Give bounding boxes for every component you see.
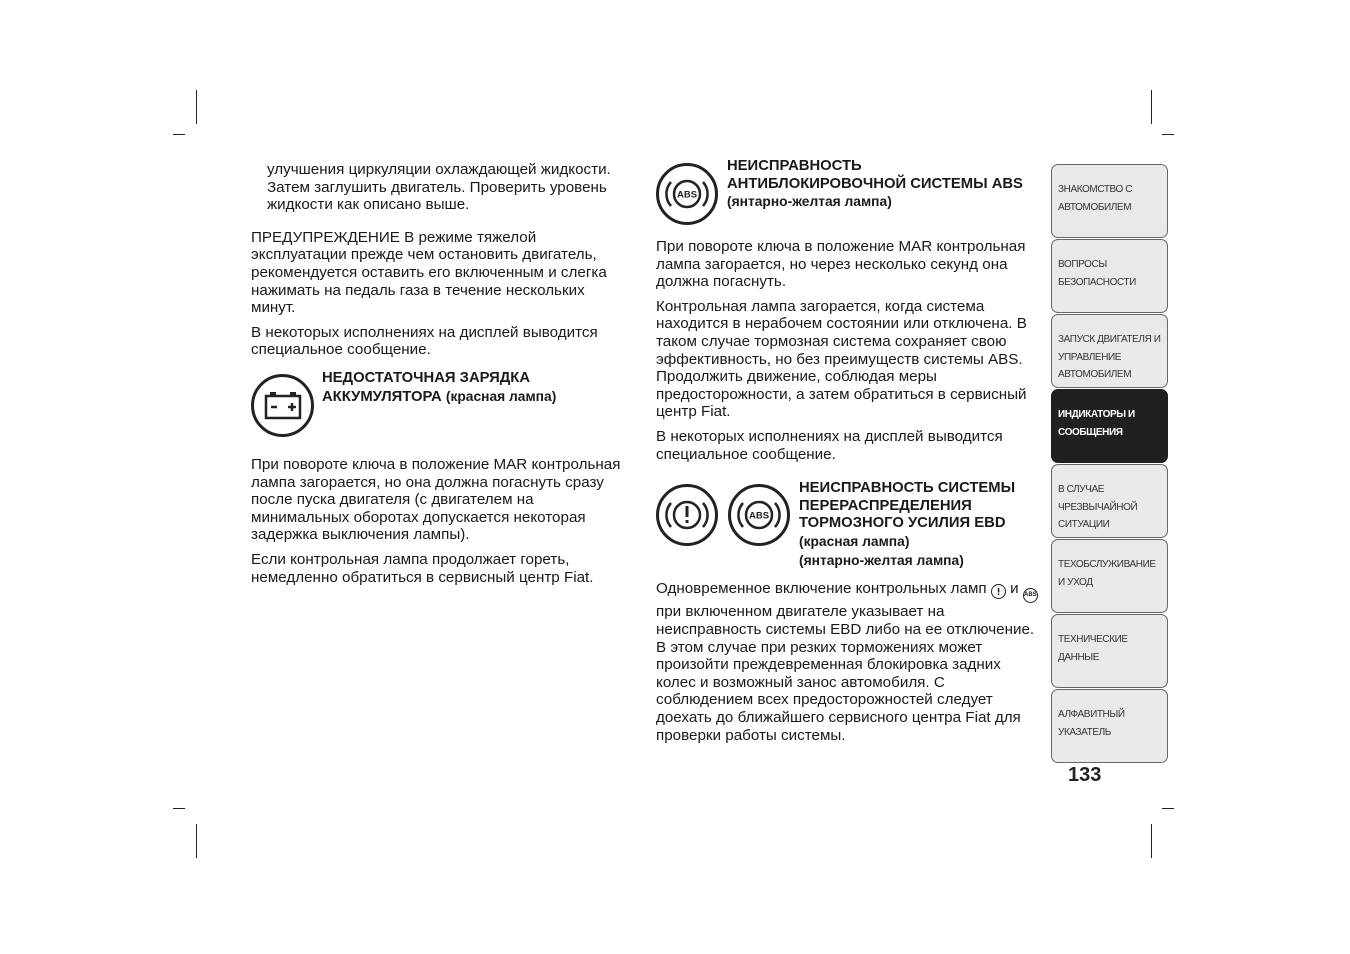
ebd-paragraph-and: и [1010, 580, 1019, 598]
crop-mark [173, 808, 185, 809]
left-column [251, 161, 631, 593]
chapter-tab[interactable] [1051, 539, 1168, 613]
battery-section [251, 369, 631, 437]
chapter-tab[interactable] [1051, 389, 1168, 463]
warning-paragraph: ПРЕДУПРЕЖДЕНИЕ В режиме тяжелой эксплуатации прежде чем остановить двигатель, рекомендуется оставить его включенным и слегка нажимать на педаль газа в течение нескольких минут. [251, 228, 607, 317]
abs-paragraph-1: При повороте ключа в положение MAR контрольная лампа загорается, но через несколько секунд она должна погаснуть. [656, 238, 1026, 291]
abs-paragraph-3: В некоторых исполнениях на дисплей выводится специальное сообщение. [656, 427, 1003, 463]
chapter-tab[interactable] [1051, 239, 1168, 313]
chapter-tab[interactable] [1051, 689, 1168, 763]
abs-inline-icon: ABS [1023, 588, 1038, 603]
ebd-subtitle-red: (красная лампа) [799, 533, 910, 549]
chapter-tab-label: АЛФАВИТНЫЙ УКАЗАТЕЛЬ [1058, 709, 1125, 738]
ebd-paragraph-rest: при включенном двигателе указывает на неисправность системы EBD либо на ее отключение. В этом случае при резких торможениях может произойти преждевременная блокировка задних колес и возможный занос автомобиля. С соблюдением всех предосторожностей следует доехать до ближайшего сервисного центра Fiat для проверки работы системы. [656, 603, 1035, 744]
abs-paragraph-2: Контрольная лампа загорается, когда система находится в нерабочем состоянии или отключена. В таком случае тормозная система сохраняет свою эффективность, но без преимуществ системы ABS. Продолжить движение, соблюдая меры предосторожности, а затем обратиться в сервисный центр Fiat. [656, 297, 1027, 421]
battery-paragraph-2: Если контрольная лампа продолжает гореть, немедленно обратиться в сервисный центр Fiat. [251, 550, 594, 586]
battery-subtitle: (красная лампа) [445, 388, 557, 404]
ebd-title-text: НЕИСПРАВНОСТЬ СИСТЕМЫ ПЕРЕРАСПРЕДЕЛЕНИЯ ТОРМОЗНОГО УСИЛИЯ EBD [799, 480, 1016, 532]
chapter-tab[interactable] [1051, 614, 1168, 688]
brake-warning-icon [656, 484, 718, 546]
intro-paragraph: улучшения циркуляции охлаждающей жидкости. Затем заглушить двигатель. Проверить уровень жидкости как описано выше. [267, 161, 611, 214]
display-message-paragraph: В некоторых исполнениях на дисплей выводится специальное сообщение. [251, 323, 598, 359]
chapter-tab-label: В СЛУЧАЕ ЧРЕЗВЫЧАЙНОЙ СИТУАЦИИ [1058, 484, 1138, 531]
right-column [656, 158, 1038, 751]
abs-icon [656, 163, 718, 225]
ebd-section [656, 480, 1038, 570]
crop-mark [173, 134, 185, 135]
battery-icon [251, 374, 314, 437]
crop-mark [1162, 134, 1174, 135]
chapter-tab-label: ВОПРОСЫ БЕЗОПАСНОСТИ [1058, 259, 1136, 288]
abs-icon [728, 484, 790, 546]
brake-warning-inline-icon [991, 584, 1006, 599]
chapter-tab-label: ИНДИКАТОРЫ И СООБЩЕНИЯ [1058, 409, 1135, 438]
abs-section-title [727, 158, 1038, 212]
abs-title-text: НЕИСПРАВНОСТЬ АНТИБЛОКИРОВОЧНОЙ СИСТЕМЫ ABS [727, 158, 1023, 192]
ebd-paragraph [656, 580, 1038, 744]
crop-mark [196, 824, 197, 858]
chapter-tab[interactable] [1051, 164, 1168, 238]
chapter-tab-label: ТЕХНИЧЕСКИЕ ДАННЫЕ [1058, 634, 1128, 663]
battery-section-title [322, 370, 631, 406]
crop-mark [1162, 808, 1174, 809]
battery-paragraph-1: При повороте ключа в положение MAR контрольная лампа загорается, но она должна погаснуть сразу после пуска двигателя (с двигателем на минимальных оборотах допускается некоторая задержка выключения лампы). [251, 455, 621, 544]
page-number: 133 [1068, 764, 1102, 786]
ebd-section-title [799, 480, 1038, 570]
chapter-tab-label: ЗАПУСК ДВИГАТЕЛЯ И УПРАВЛЕНИЕ АВТОМОБИЛЕМ [1058, 334, 1161, 381]
abs-section [656, 158, 1038, 225]
chapter-tab-label: ЗНАКОМСТВО С АВТОМОБИЛЕМ [1058, 184, 1133, 213]
abs-icon-text: ABS [676, 189, 698, 201]
abs-subtitle: (янтарно-желтая лампа) [727, 194, 892, 210]
crop-mark [196, 90, 197, 124]
battery-title-text: НЕДОСТАТОЧНАЯ ЗАРЯДКА АККУМУЛЯТОРА [322, 369, 531, 405]
crop-mark [1151, 90, 1152, 124]
chapter-tab-label: ТЕХОБСЛУЖИВАНИЕ И УХОД [1058, 559, 1156, 588]
ebd-subtitle-amber: (янтарно-желтая лампа) [799, 552, 964, 568]
crop-mark [1151, 824, 1152, 858]
ebd-abs-icon-text: ABS [748, 510, 770, 522]
chapter-tab[interactable] [1051, 314, 1168, 388]
ebd-paragraph-prefix: Одновременное включение контрольных ламп [656, 580, 987, 598]
chapter-tab[interactable] [1051, 464, 1168, 538]
